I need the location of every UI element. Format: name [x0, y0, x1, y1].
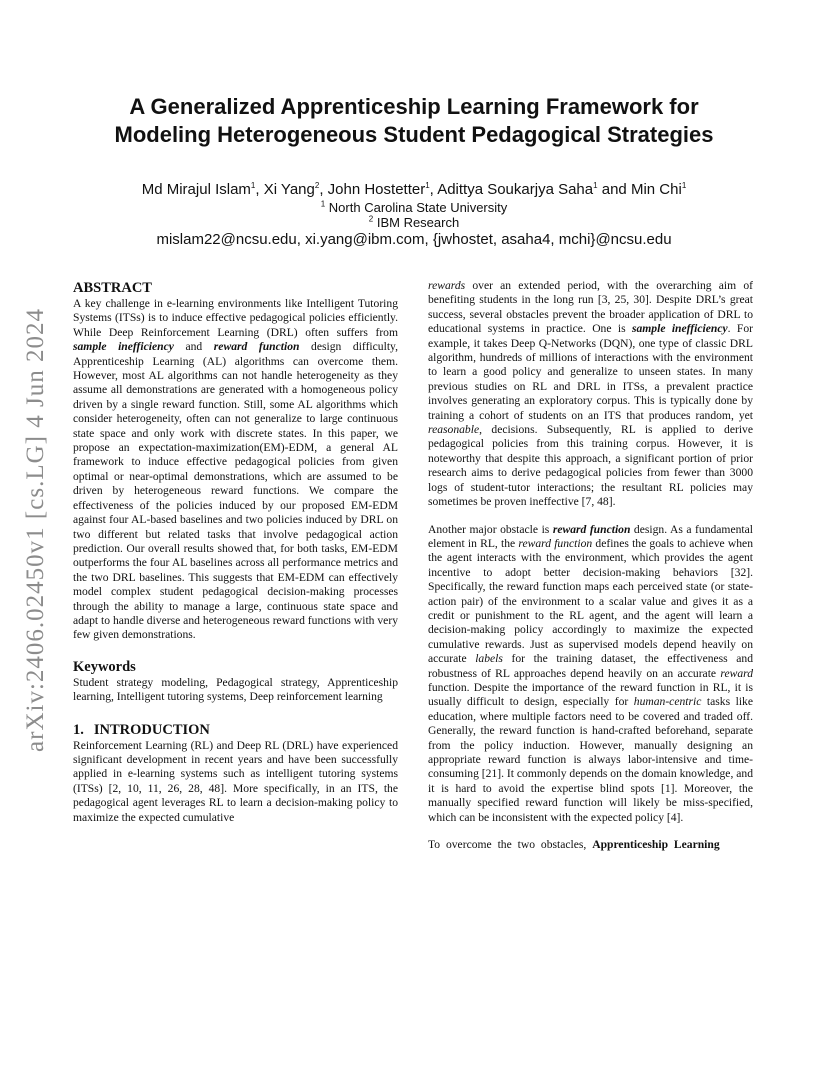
author-name: John Hostetter [327, 181, 426, 198]
arxiv-identifier: arXiv:2406.02450v1 [cs.LG] 4 Jun 2024 [22, 308, 49, 752]
introduction-paragraph-3: To overcome the two obstacles, Apprenticeship Learning [428, 838, 720, 852]
title-line-2: Modeling Heterogeneous Student Pedagogical Strategies [114, 122, 714, 147]
arxiv-stamp [8, 300, 64, 760]
affiliation-2: $^2$ IBM Research [368, 214, 460, 230]
author-name: Md Mirajul Islam [141, 181, 251, 198]
title-line-1: A Generalized Apprenticeship Learning Framework for [129, 94, 699, 119]
author-block [70, 180, 758, 250]
introduction-paragraph-2: Another major obstacle is reward function design. As a fundamental element in RL, the reward function defines the goals to achieve when the agent interacts with the environment, which provides the agent incentive to adopt better decision-making behaviors [32]. Specifically, the reward function maps each perceived state (or state-action pair) of the environment to a scalar value and gives it as a credit or punishment to the RL agent, and the agent will learn a decision-making policy accordingly to maximize the expected cumulative rewards. Just as supervised models depend heavily on accurate labels for the training dataset, the effectiveness and robustness of RL approaches depend heavily on an accurate reward function. Despite the importance of the reward function in RL, it is usually difficult to design, especially for human-centric tasks like education, where multiple factors need to be covered and traded off. Generally, the reward function is hand-crafted beforehand, separate from the policy induction. However, manually designing an appropriate reward function is always labor-intensive and time-consuming [21]. It commonly depends on the domain knowledge, and it is hard to avoid the expertise blind spots [1]. Moreover, the manually specified reward function will likely be miss-specified, which can be inconsistent with the expected policy [4]. [428, 522, 754, 824]
author-name: Xi Yang [263, 181, 315, 198]
keywords-text: Student strategy modeling, Pedagogical strategy, Apprenticeship learning, Intelligent tutoring systems, Deep reinforcement learning [73, 675, 398, 704]
keywords-heading: Keywords [73, 658, 136, 675]
abstract-heading: ABSTRACT [73, 280, 152, 296]
author-name: Adittya Soukarjya Saha [437, 181, 594, 198]
abstract-text: A key challenge in e-learning environments like Intelligent Tutoring Systems (ITSs) is to induce effective pedagogical policies efficiently. While Deep Reinforcement Learning (DRL) often suffers from sample inefficiency and reward function design difficulty, Apprenticeship Learning (AL) algorithms can overcome them. However, most AL algorithms can not handle heterogeneity as they assume all demonstrations are generated with a homogeneous policy driven by a single reward function. Still, some AL algorithms which consider heterogeneity, often can not generalize to large continuous state space and only work with discrete states. In this paper, we propose an expectation-maximization(EM)-EDM, a general AL framework to induce effective pedagogical policies from given optimal or near-optimal demonstrations, which are assumed to be driven by heterogeneous reward functions. We compare the effectiveness of the policies induced by our proposed EM-EDM against four AL-based baselines and two policies induced by DRL on two different but related tasks that involve pedagogical action prediction. Our overall results showed that, for both tasks, EM-EDM outperforms the four AL baselines across all performance metrics and the two DRL baselines. This suggests that EM-EDM can effectively model complex student pedagogical decision-making processes through the ability to manage a large, continuous state space and adapt to handle diverse and heterogeneous reward functions with very few given demonstrations. [73, 297, 398, 642]
paper-title [70, 93, 758, 149]
right-column [428, 280, 753, 852]
introduction-heading: 1. INTRODUCTION [73, 721, 210, 738]
affiliation-1: $^1$ North Carolina State University [320, 199, 508, 215]
author-name: Min Chi [630, 181, 682, 198]
introduction-paragraph-1-continued: rewards over an extended period, with the overarching aim of benefiting students in the long run [3, 25, 30]. Despite DRL’s great success, several obstacles prevent the broader application of DRL to educational systems in practice. One is sample inefficiency. For example, it takes Deep Q-Networks (DQN), one type of classic DRL algorithm, hundreds of millions of interactions with the environment to learn a good policy and generalize to unseen states. In many previous studies on RL and DRL in ITSs, a prevalent practice involves generating an exploratory corpus. This is typically done by training a cohort of students on an ITS that produces random, yet reasonable, decisions. Subsequently, RL is applied to derive pedagogical policies from this training corpus. However, it is noteworthy that despite this approach, a significant portion of prior research aims to derive pedagogical policies from fewer than 3000 logs of student-tutor interactions; the resultant RL policies may sometimes be proven ineffective [7, 48]. [428, 279, 753, 509]
author-names: Md Mirajul Islam$^1$, Xi Yang$^2$, John Hostetter$^1$, Adittya Soukarjya Saha$^1$ and Min Chi$^1$ [141, 181, 687, 198]
author-emails: mislam22@ncsu.edu, xi.yang@ibm.com, {jwhostet, asaha4, mchi}@ncsu.edu [156, 231, 672, 248]
introduction-paragraph-1: Reinforcement Learning (RL) and Deep RL (DRL) have experienced significant development in recent years and have been successfully applied in e-learning systems such as intelligent tutoring systems (ITSs) [2, 10, 11, 26, 28, 48]. More specifically, in an ITS, the pedagogical agent leverages RL to learn a decision-making policy to maximize the expected cumulative [73, 738, 398, 824]
left-column [73, 280, 398, 825]
